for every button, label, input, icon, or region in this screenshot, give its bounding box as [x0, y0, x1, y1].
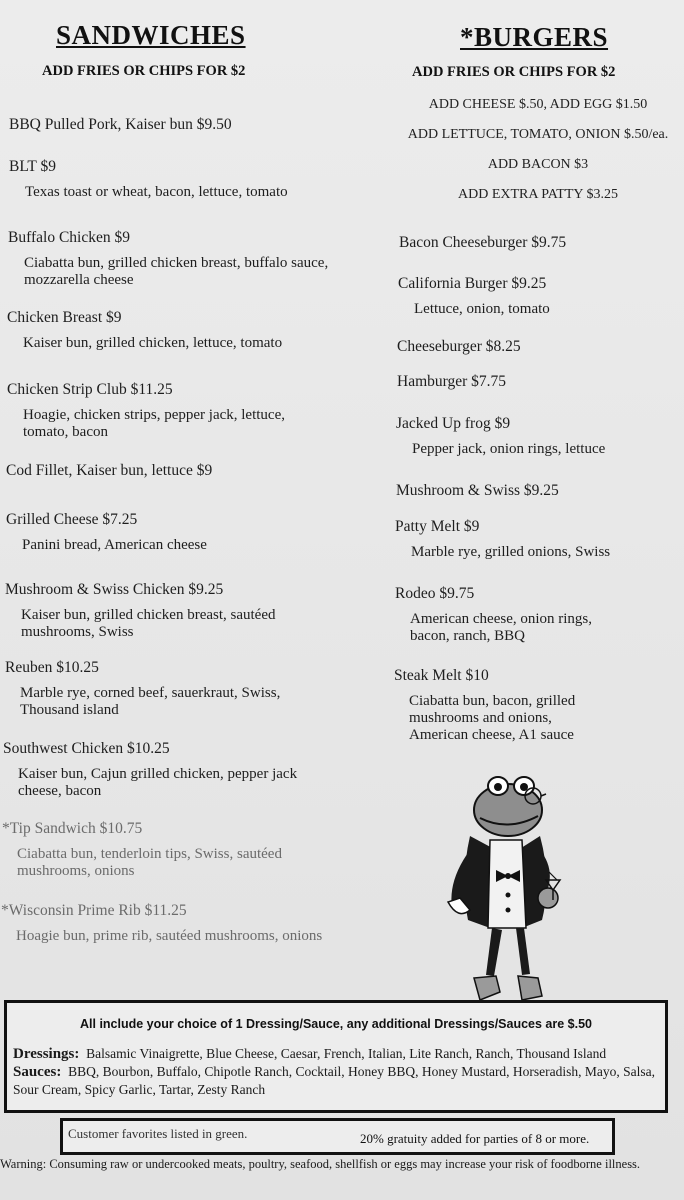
menu-item — [395, 518, 675, 561]
item-description: Ciabatta bun, grilled chicken breast, buffalo sauce, mozzarella cheese — [24, 255, 329, 288]
burgers-add-note: ADD FRIES OR CHIPS FOR $2 — [412, 64, 616, 80]
item-name: Patty Melt $9 — [395, 518, 480, 535]
item-name: Mushroom & Swiss $9.25 — [396, 482, 559, 499]
item-description: Kaiser bun, grilled chicken, lettuce, tomato — [23, 335, 283, 351]
dressings-heading: All include your choice of 1 Dressing/Sauce, any additional Dressings/Sauces are $.50 — [80, 1017, 592, 1031]
item-description: Ciabatta bun, tenderloin tips, Swiss, sautéed mushrooms, onions — [17, 846, 282, 879]
sandwiches-add-note: ADD FRIES OR CHIPS FOR $2 — [42, 63, 246, 79]
item-name: Cod Fillet, Kaiser bun, lettuce $9 — [6, 462, 213, 479]
menu-item — [5, 659, 325, 719]
extra-line: ADD LETTUCE, TOMATO, ONION $.50/ea. — [407, 127, 669, 142]
item-description: American cheese, onion rings, bacon, ranch, BBQ — [410, 611, 593, 644]
menu-item — [6, 462, 212, 480]
menu-item — [3, 740, 343, 800]
favorites-note: Customer favorites listed in green. — [68, 1126, 248, 1141]
sauces-line — [13, 1063, 663, 1098]
item-description: Marble rye, corned beef, sauerkraut, Swiss, Thousand island — [20, 685, 281, 718]
item-name: BLT $9 — [9, 158, 56, 175]
frog-waiter-illustration — [430, 770, 580, 1010]
menu-item — [8, 229, 373, 289]
item-name: Southwest Chicken $10.25 — [3, 740, 170, 757]
item-name: California Burger $9.25 — [398, 275, 547, 292]
item-description: Pepper jack, onion rings, lettuce — [412, 441, 606, 457]
extra-line: ADD EXTRA PATTY $3.25 — [458, 187, 618, 202]
item-name: Chicken Strip Club $11.25 — [7, 381, 173, 398]
dressings-sauces-text — [13, 1045, 663, 1098]
menu-item — [395, 585, 620, 645]
item-description: Kaiser bun, Cajun grilled chicken, pepper jack cheese, bacon — [18, 766, 298, 799]
menu-item — [9, 158, 369, 201]
menu-item — [5, 581, 315, 641]
item-description: Panini bread, American cheese — [22, 537, 207, 553]
item-name: Steak Melt $10 — [394, 667, 489, 684]
dressings-line — [13, 1045, 663, 1063]
menu-item — [397, 338, 521, 356]
menu-item — [7, 381, 327, 441]
item-name: Bacon Cheeseburger $9.75 — [399, 234, 567, 251]
item-name: Grilled Cheese $7.25 — [6, 511, 138, 528]
item-name: Jacked Up frog $9 — [396, 415, 511, 432]
sauces-label: Sauces: — [13, 1064, 62, 1080]
dressings-label: Dressings: — [13, 1046, 80, 1062]
item-name: *Wisconsin Prime Rib $11.25 — [1, 902, 187, 919]
item-name: *Tip Sandwich $10.75 — [2, 820, 143, 837]
food-safety-warning: Warning: Consuming raw or undercooked meats, poultry, seafood, shellfish or eggs may increase your risk of foodborne illness. — [0, 1157, 641, 1171]
menu-item — [7, 309, 367, 352]
extra-line: ADD BACON $3 — [487, 157, 589, 172]
item-name: Cheeseburger $8.25 — [397, 338, 521, 355]
item-name: Rodeo $9.75 — [395, 585, 475, 602]
item-name: Reuben $10.25 — [5, 659, 99, 676]
item-name: BBQ Pulled Pork, Kaiser bun $9.50 — [9, 116, 232, 133]
menu-item — [6, 511, 366, 554]
item-description: Hoagie bun, prime rib, sautéed mushrooms, onions — [16, 928, 323, 944]
item-name: Hamburger $7.75 — [397, 373, 507, 390]
item-description: Kaiser bun, grilled chicken breast, sautéed mushrooms, Swiss — [21, 607, 276, 640]
menu-item — [9, 116, 232, 134]
sandwiches-title: SANDWICHES — [56, 20, 246, 50]
menu-item — [1, 902, 381, 945]
menu-item — [2, 820, 322, 880]
item-name: Chicken Breast $9 — [7, 309, 122, 326]
menu-item — [399, 234, 566, 252]
burger-extras — [392, 90, 684, 210]
item-description: Marble rye, grilled onions, Swiss — [411, 544, 611, 560]
burgers-title: *BURGERS — [460, 22, 609, 52]
dressings-list: Balsamic Vinaigrette, Blue Cheese, Caesar, French, Italian, Lite Ranch, Ranch, Thousand Island — [86, 1046, 607, 1061]
menu-item — [394, 667, 604, 744]
extra-line: ADD CHEESE $.50, ADD EGG $1.50 — [428, 97, 648, 112]
menu-item — [396, 482, 559, 500]
dressings-box — [4, 1000, 668, 1113]
gratuity-note: 20% gratuity added for parties of 8 or more. — [360, 1131, 590, 1146]
sauces-list: BBQ, Bourbon, Buffalo, Chipotle Ranch, Cocktail, Honey BBQ, Honey Mustard, Horseradish, Mayo, Salsa, Sour Cream, Spicy Garlic, Tartar, Zesty Ranch — [13, 1064, 656, 1097]
menu-item — [398, 275, 658, 318]
item-description: Ciabatta bun, bacon, grilled mushrooms and onions, American cheese, A1 sauce — [409, 693, 576, 743]
item-description: Texas toast or wheat, bacon, lettuce, tomato — [25, 184, 288, 200]
item-description: Lettuce, onion, tomato — [414, 301, 550, 317]
item-name: Buffalo Chicken $9 — [8, 229, 130, 246]
menu-item — [396, 415, 666, 458]
item-description: Hoagie, chicken strips, pepper jack, lettuce, tomato, bacon — [23, 407, 285, 440]
menu-item — [397, 373, 506, 391]
item-name: Mushroom & Swiss Chicken $9.25 — [5, 581, 224, 598]
notes-box — [60, 1118, 615, 1155]
